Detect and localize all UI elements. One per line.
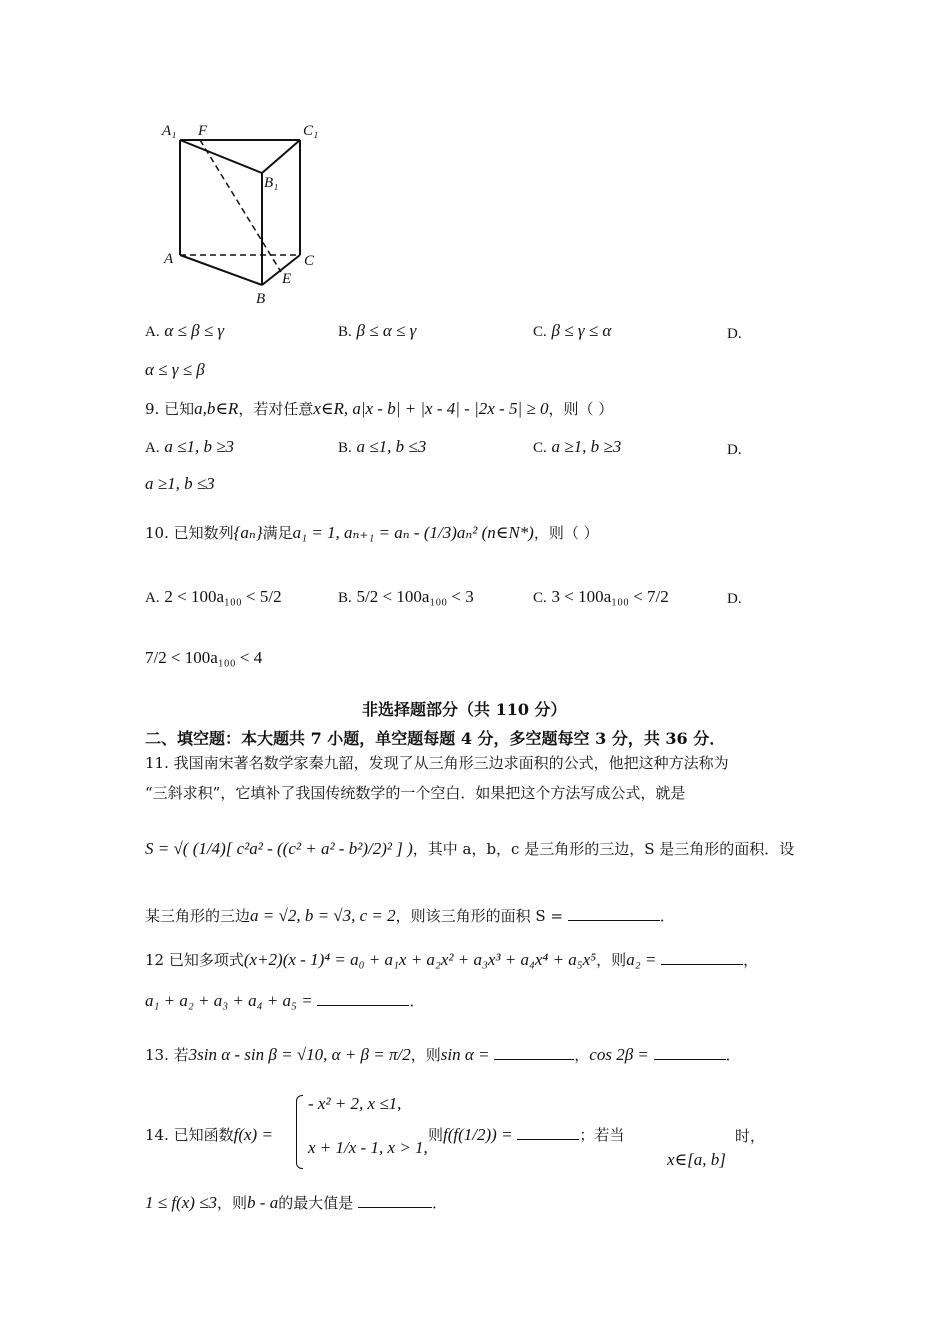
label-B: B <box>256 291 266 307</box>
q14-when: 时， <box>735 1127 766 1145</box>
q14-semi: ；若当 <box>579 1126 625 1144</box>
q10-seq: {aₙ} <box>233 523 263 542</box>
q12-a2-blank[interactable] <box>661 950 743 965</box>
q13-prefix: 13. 若 <box>145 1046 189 1064</box>
q14-end: ． <box>432 1194 448 1212</box>
q8-option-a[interactable] <box>145 321 224 341</box>
option-text: a ≥1, b ≥3 <box>551 437 622 456</box>
label-F: F <box>198 123 208 139</box>
label-A: A <box>164 251 174 267</box>
q14-prefix-row <box>145 1124 273 1145</box>
q13-line <box>145 1044 741 1065</box>
option-text: 5/2 < 100a₁₀₀ < 3 <box>356 587 474 606</box>
option-text: β ≤ α ≤ γ <box>356 321 417 340</box>
q10-option-c[interactable] <box>533 587 669 607</box>
option-letter: D. <box>727 442 742 458</box>
q13-cos: cos 2β = <box>589 1045 649 1064</box>
q13-formula: 3sin α - sin β = √10, α + β = π/2 <box>188 1045 411 1064</box>
heron-qin-formula: S = √( (1/4)[ c²a² - ((c² + a² - b²)/2)² ] ) <box>145 839 413 858</box>
option-text: α ≤ β ≤ γ <box>164 321 225 340</box>
q14-prefix: 14. 已知函数 <box>145 1126 234 1144</box>
option-letter: B. <box>338 324 352 340</box>
q11-line1: 11. 我国南宋著名数学家秦九韶，发现了从三角形三边求面积的公式，他把这种方法称为 <box>145 754 729 772</box>
q9-option-c[interactable] <box>533 437 621 457</box>
option-text: 2 < 100a₁₀₀ < 5/2 <box>164 587 282 606</box>
q14-case2: x + 1/x - 1, x > 1, <box>308 1138 428 1157</box>
option-letter: A. <box>145 324 160 340</box>
q14-case1: - x² + 2, x ≤1, <box>308 1094 402 1113</box>
q13-sin-blank[interactable] <box>494 1045 574 1060</box>
q11-end: ． <box>659 907 675 925</box>
option-letter: C. <box>533 440 547 456</box>
q12-sum-blank[interactable] <box>317 991 409 1006</box>
q9-cond1: a,b∈R <box>194 399 239 418</box>
q12-prefix: 12 已知多项式 <box>145 951 244 969</box>
option-letter: A. <box>145 590 160 606</box>
q14-b-minus-a: b - a <box>247 1193 279 1212</box>
option-text: 3 < 100a₁₀₀ < 7/2 <box>551 587 669 606</box>
label-B1: B₁ <box>264 175 279 191</box>
q8-option-d-letter[interactable] <box>727 324 742 343</box>
q10-suffix: ，则（ ） <box>533 524 599 542</box>
q13-cos-blank[interactable] <box>654 1045 726 1060</box>
q9-option-b[interactable] <box>338 437 426 457</box>
q14-line2d: 的最大值是 <box>278 1194 354 1212</box>
q11-formula-line <box>145 838 794 859</box>
label-A1: A₁ <box>162 123 177 139</box>
label-C: C <box>304 253 315 269</box>
q12-comma: ， <box>743 951 759 969</box>
q12-sum: a₁ + a₂ + a₃ + a₄ + a₅ = <box>145 991 313 1010</box>
prism-figure <box>150 115 340 310</box>
q14-fx: f(x) = <box>233 1125 273 1144</box>
q14-line2b: ，则 <box>217 1194 248 1212</box>
q11-answer-blank[interactable] <box>568 906 660 921</box>
q12-line1 <box>145 949 758 970</box>
q9-option-d-text: a ≥1, b ≤3 <box>145 474 215 493</box>
option-letter: D. <box>727 326 742 342</box>
q9-option-a[interactable] <box>145 437 234 457</box>
q9-mid: ，若对任意 <box>238 400 314 418</box>
q10-option-d-letter[interactable] <box>727 589 742 608</box>
option-letter: D. <box>727 591 742 607</box>
option-letter: C. <box>533 324 547 340</box>
q11-line4c: ，则该三角形的面积 S = <box>395 907 564 925</box>
q12-formula: (x+2)(x - 1)⁴ = a₀ + a₁x + a₂x² + a₃x³ + a₄x⁴ + a₅x⁵ <box>243 950 597 969</box>
q14-line2 <box>145 1192 447 1213</box>
q10-option-a[interactable] <box>145 587 282 607</box>
q12-a2: a₂ = <box>626 950 657 969</box>
option-letter: B. <box>338 440 352 456</box>
q9-suffix: ，则（ ） <box>548 400 614 418</box>
q9-option-d-letter[interactable] <box>727 440 742 459</box>
q10-stem <box>145 522 599 543</box>
q14-brace <box>296 1095 303 1169</box>
q14-interval: x∈[a, b] <box>667 1150 726 1169</box>
q11-line2: “三斜求积”，它填补了我国传统数学的一个空白．如果把这个方法写成公式，就是 <box>145 784 686 802</box>
option-letter: B. <box>338 590 352 606</box>
option-text: β ≤ γ ≤ α <box>551 321 612 340</box>
q10-mid: 满足 <box>262 524 293 542</box>
q14-ffx-blank[interactable] <box>517 1125 579 1140</box>
q10-prefix: 10. 已知数列 <box>145 524 234 542</box>
q11-sides: a = √2, b = √3, c = 2 <box>250 906 396 925</box>
q14-then: 则 <box>428 1126 444 1144</box>
option-letter: A. <box>145 440 160 456</box>
q14-then-row <box>428 1124 624 1145</box>
label-E: E <box>282 271 292 287</box>
q9-prefix: 9. 已知 <box>145 400 195 418</box>
q10-option-d-text: 7/2 < 100a₁₀₀ < 4 <box>145 648 263 667</box>
label-C1: C₁ <box>303 123 319 139</box>
q9-stem <box>145 398 613 419</box>
q10-option-b[interactable] <box>338 587 474 607</box>
q8-option-d-text: α ≤ γ ≤ β <box>145 360 205 379</box>
part2-heading: 二、填空题：本大题共 7 小题，单空题每题 4 分，多空题每空 3 分，共 36 分． <box>145 729 726 748</box>
q8-option-c[interactable] <box>533 321 611 341</box>
option-letter: C. <box>533 590 547 606</box>
q11-line3: ，其中 a，b，c 是三角形的三边，S 是三角形的面积．设 <box>412 840 795 858</box>
q13-end: ． <box>725 1046 741 1064</box>
q12-end: ． <box>409 992 425 1010</box>
q11-line4 <box>145 905 675 926</box>
q9-cond2: x∈R, a|x - b| + |x - 4| - |2x - 5| ≥ 0 <box>313 399 549 418</box>
section-title: 非选择题部分（共 110 分） <box>362 700 567 719</box>
q13-sep: ， <box>574 1046 590 1064</box>
q14-max-blank[interactable] <box>358 1193 432 1208</box>
option-text: a ≤1, b ≤3 <box>356 437 427 456</box>
q14-ffx: f(f(1/2)) = <box>443 1125 513 1144</box>
q11-line4a: 某三角形的三边 <box>145 907 251 925</box>
q10-formula: a₁ = 1, aₙ₊₁ = aₙ - (1/3)aₙ² (n∈N*) <box>292 523 534 542</box>
q8-option-b[interactable] <box>338 321 416 341</box>
q12-line2 <box>145 990 424 1011</box>
option-text: a ≤1, b ≥3 <box>164 437 235 456</box>
q12-mid: ，则 <box>596 951 627 969</box>
q14-range: 1 ≤ f(x) ≤3 <box>145 1193 218 1212</box>
q13-sin: sin α = <box>440 1045 490 1064</box>
q13-mid: ，则 <box>410 1046 441 1064</box>
